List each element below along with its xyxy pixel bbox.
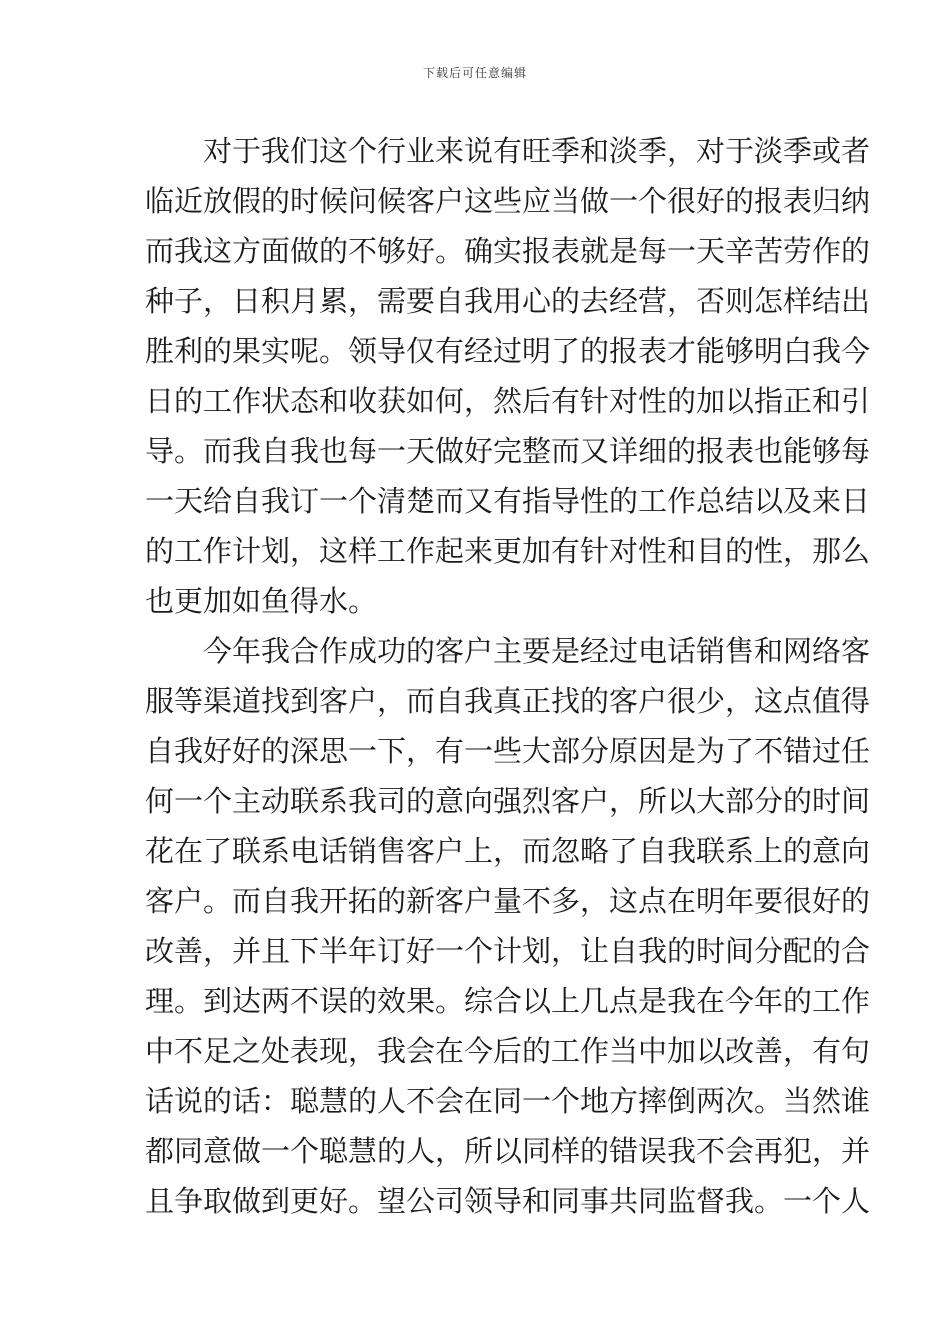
paragraph-2-line-6: 客户。而自我开拓的新客户量不多，这点在明年要很好的 xyxy=(145,884,871,918)
paragraph-2-line-11: 都同意做一个聪慧的人，所以同样的错误我不会再犯，并 xyxy=(145,1134,871,1168)
paragraph-2-line-5: 花在了联系电话销售客户上，而忽略了自我联系上的意向 xyxy=(145,834,871,868)
paragraph-1-line-3: 而我这方面做的不够好。确实报表就是每一天辛苦劳作的 xyxy=(145,234,871,268)
paragraph-1-line-10: 也更加如鱼得水。 xyxy=(145,584,378,618)
paragraph-2-line-3: 自我好好的深思一下，有一些大部分原因是为了不错过任 xyxy=(145,734,871,768)
paragraph-1-line-2: 临近放假的时候问候客户这些应当做一个很好的报表归纳 xyxy=(145,184,871,218)
paragraph-1-line-6: 日的工作状态和收获如何，然后有针对性的加以指正和引 xyxy=(145,384,871,418)
paragraph-1-line-1: 对于我们这个行业来说有旺季和淡季，对于淡季或者 xyxy=(203,134,871,168)
page-header-note: 下载后可任意编辑 xyxy=(422,66,527,80)
paragraph-2-line-8: 理。到达两不误的效果。综合以上几点是我在今年的工作 xyxy=(145,984,871,1018)
paragraph-1-line-5: 胜利的果实呢。领导仅有经过明了的报表才能够明白我今 xyxy=(145,334,871,368)
paragraph-2-line-10: 话说的话：聪慧的人不会在同一个地方摔倒两次。当然谁 xyxy=(145,1084,871,1118)
paragraph-1-line-9: 的工作计划，这样工作起来更加有针对性和目的性，那么 xyxy=(145,534,871,568)
paragraph-2-line-1: 今年我合作成功的客户主要是经过电话销售和网络客 xyxy=(203,634,871,668)
paragraph-1-line-7: 导。而我自我也每一天做好完整而又详细的报表也能够每 xyxy=(145,434,871,468)
paragraph-2-line-12: 且争取做到更好。望公司领导和同事共同监督我。一个人 xyxy=(145,1184,871,1218)
paragraph-2-line-2: 服等渠道找到客户，而自我真正找的客户很少，这点值得 xyxy=(145,684,871,718)
paragraph-2-line-9: 中不足之处表现，我会在今后的工作当中加以改善，有句 xyxy=(145,1034,871,1068)
document-body xyxy=(145,126,871,1226)
paragraph-2-line-4: 何一个主动联系我司的意向强烈客户，所以大部分的时间 xyxy=(145,784,871,818)
paragraph-1-line-8: 一天给自我订一个清楚而又有指导性的工作总结以及来日 xyxy=(145,484,871,518)
paragraph-2-line-7: 改善，并且下半年订好一个计划，让自我的时间分配的合 xyxy=(145,934,871,968)
paragraph-1-line-4: 种子，日积月累，需要自我用心的去经营，否则怎样结出 xyxy=(145,284,871,318)
